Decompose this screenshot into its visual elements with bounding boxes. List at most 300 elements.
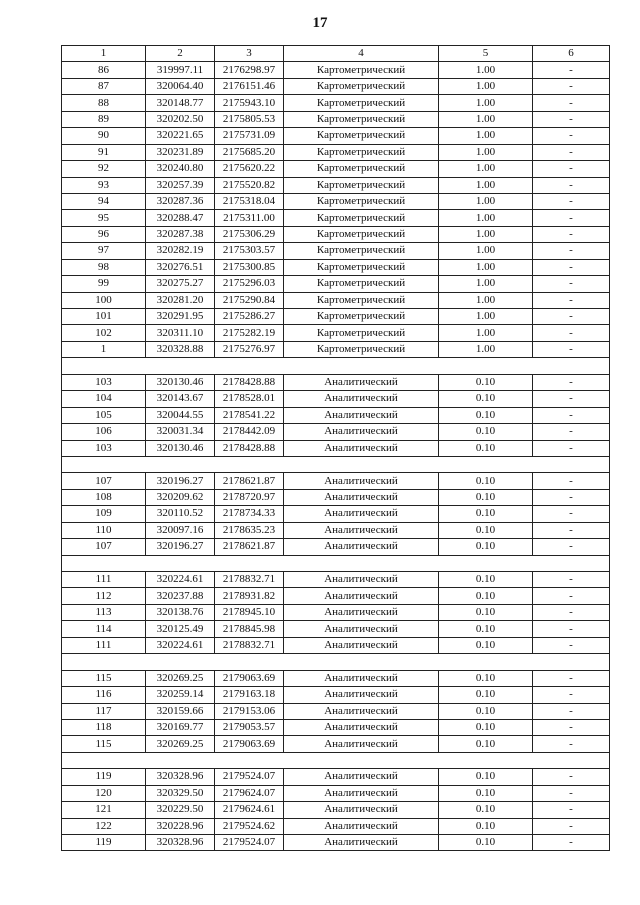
table-body <box>62 62 610 851</box>
coordinates-table <box>61 45 610 851</box>
table-cell: - <box>533 621 610 637</box>
table-cell: 0.10 <box>439 473 533 489</box>
table-cell <box>62 358 146 374</box>
table-cell: Картометрический <box>284 111 439 127</box>
table-cell: 2179524.07 <box>215 835 284 851</box>
table-cell: - <box>533 506 610 522</box>
table-cell: 320044.55 <box>146 407 215 423</box>
table-cell: 320130.46 <box>146 374 215 390</box>
header-cell: 5 <box>439 46 533 62</box>
table-cell: 99 <box>62 276 146 292</box>
table-cell: 0.10 <box>439 835 533 851</box>
table-row <box>62 259 610 275</box>
table-row <box>62 424 610 440</box>
table-cell: 1.00 <box>439 144 533 160</box>
table-cell: Аналитический <box>284 391 439 407</box>
table-cell: 2178541.22 <box>215 407 284 423</box>
table-cell: - <box>533 391 610 407</box>
table-cell <box>62 752 146 768</box>
table-cell: Картометрический <box>284 210 439 226</box>
table-row <box>62 604 610 620</box>
table-cell: - <box>533 522 610 538</box>
table-cell: Аналитический <box>284 424 439 440</box>
table-cell: Картометрический <box>284 193 439 209</box>
table-cell: 320148.77 <box>146 95 215 111</box>
table-cell: 121 <box>62 802 146 818</box>
table-cell: 119 <box>62 769 146 785</box>
table-cell: 0.10 <box>439 522 533 538</box>
table-cell: - <box>533 226 610 242</box>
table-cell <box>215 654 284 670</box>
table-cell: 320064.40 <box>146 78 215 94</box>
table-row <box>62 226 610 242</box>
table-cell: 320257.39 <box>146 177 215 193</box>
table-cell: Аналитический <box>284 703 439 719</box>
table-cell <box>284 358 439 374</box>
table-cell: Аналитический <box>284 785 439 801</box>
table-row <box>62 193 610 209</box>
table-cell: 112 <box>62 588 146 604</box>
table-cell: Аналитический <box>284 489 439 505</box>
table-cell: 2178734.33 <box>215 506 284 522</box>
table-cell: - <box>533 407 610 423</box>
table-cell: 103 <box>62 440 146 456</box>
table-cell: 120 <box>62 785 146 801</box>
table-cell: 2175805.53 <box>215 111 284 127</box>
table-cell: 1.00 <box>439 193 533 209</box>
table-cell: 92 <box>62 161 146 177</box>
table-cell: 90 <box>62 128 146 144</box>
table-cell: - <box>533 424 610 440</box>
table-cell: 320196.27 <box>146 539 215 555</box>
table-cell: 2179063.69 <box>215 670 284 686</box>
table-cell <box>146 654 215 670</box>
table-row <box>62 835 610 851</box>
table-cell: 0.10 <box>439 621 533 637</box>
table-cell: - <box>533 670 610 686</box>
table-cell: 115 <box>62 736 146 752</box>
table-row <box>62 128 610 144</box>
table-cell: 2178945.10 <box>215 604 284 620</box>
table-cell: 320209.62 <box>146 489 215 505</box>
table-cell: 2178635.23 <box>215 522 284 538</box>
table-cell: 2175286.27 <box>215 309 284 325</box>
table-cell: 1.00 <box>439 161 533 177</box>
table-cell: 320231.89 <box>146 144 215 160</box>
table-cell: 0.10 <box>439 785 533 801</box>
table-cell: 105 <box>62 407 146 423</box>
table-cell: 320130.46 <box>146 440 215 456</box>
table-cell: - <box>533 341 610 357</box>
table-row <box>62 341 610 357</box>
table-cell <box>439 752 533 768</box>
table-cell: 1.00 <box>439 95 533 111</box>
table-row <box>62 391 610 407</box>
table-cell: 320031.34 <box>146 424 215 440</box>
table-cell: 0.10 <box>439 391 533 407</box>
table-cell <box>533 555 610 571</box>
table-cell: 320311.10 <box>146 325 215 341</box>
table-cell <box>533 358 610 374</box>
table-cell: 87 <box>62 78 146 94</box>
table-cell <box>439 654 533 670</box>
table-cell: - <box>533 243 610 259</box>
table-row <box>62 719 610 735</box>
table-cell: 2179063.69 <box>215 736 284 752</box>
table-cell: 320328.88 <box>146 341 215 357</box>
table-cell: 119 <box>62 835 146 851</box>
table-cell: 2179163.18 <box>215 687 284 703</box>
table-cell: 2176298.97 <box>215 62 284 78</box>
table-cell: 2175685.20 <box>215 144 284 160</box>
table-cell <box>439 456 533 472</box>
table-cell: 0.10 <box>439 539 533 555</box>
table-cell: - <box>533 193 610 209</box>
table-cell: 320288.47 <box>146 210 215 226</box>
table-cell: 106 <box>62 424 146 440</box>
table-row <box>62 161 610 177</box>
table-cell <box>533 456 610 472</box>
table-cell: - <box>533 325 610 341</box>
table-cell: - <box>533 736 610 752</box>
table-cell: 1.00 <box>439 128 533 144</box>
table-cell: - <box>533 785 610 801</box>
table-cell: 108 <box>62 489 146 505</box>
table-cell: 2178931.82 <box>215 588 284 604</box>
table-row <box>62 78 610 94</box>
table-cell: 116 <box>62 687 146 703</box>
table-cell: 319997.11 <box>146 62 215 78</box>
table-cell: 320237.88 <box>146 588 215 604</box>
table-cell: - <box>533 440 610 456</box>
table-cell: 2175276.97 <box>215 341 284 357</box>
table-cell: 320240.80 <box>146 161 215 177</box>
table-row <box>62 802 610 818</box>
table-cell: - <box>533 835 610 851</box>
table-cell: 96 <box>62 226 146 242</box>
table-cell: 2175943.10 <box>215 95 284 111</box>
table-cell: Аналитический <box>284 604 439 620</box>
table-cell: 2175731.09 <box>215 128 284 144</box>
table-cell: 320202.50 <box>146 111 215 127</box>
table-cell: 122 <box>62 818 146 834</box>
table-cell: 115 <box>62 670 146 686</box>
table-row <box>62 95 610 111</box>
table-cell <box>284 456 439 472</box>
table-cell: Картометрический <box>284 309 439 325</box>
table-cell: 94 <box>62 193 146 209</box>
table-cell <box>215 456 284 472</box>
table-cell: 111 <box>62 637 146 653</box>
table-cell: 1.00 <box>439 259 533 275</box>
table-cell: 1.00 <box>439 177 533 193</box>
table-row <box>62 539 610 555</box>
table-cell: 95 <box>62 210 146 226</box>
table-cell: - <box>533 818 610 834</box>
table-cell: Картометрический <box>284 259 439 275</box>
table-cell: - <box>533 703 610 719</box>
table-row <box>62 210 610 226</box>
table-cell: 0.10 <box>439 374 533 390</box>
table-cell: 1.00 <box>439 276 533 292</box>
table-row <box>62 506 610 522</box>
table-row <box>62 522 610 538</box>
separator-row <box>62 654 610 670</box>
table-cell: 0.10 <box>439 703 533 719</box>
table-cell: 2175303.57 <box>215 243 284 259</box>
table-cell: 88 <box>62 95 146 111</box>
table-cell: 1.00 <box>439 62 533 78</box>
header-cell: 2 <box>146 46 215 62</box>
table-cell: 320269.25 <box>146 670 215 686</box>
table-cell: Аналитический <box>284 835 439 851</box>
table-cell: - <box>533 177 610 193</box>
table-cell: Аналитический <box>284 670 439 686</box>
header-cell: 6 <box>533 46 610 62</box>
table-row <box>62 785 610 801</box>
separator-row <box>62 358 610 374</box>
table-cell: 320328.96 <box>146 769 215 785</box>
table-cell <box>439 555 533 571</box>
table-row <box>62 670 610 686</box>
table-cell: - <box>533 687 610 703</box>
table-cell: 111 <box>62 572 146 588</box>
table-cell: - <box>533 276 610 292</box>
table-cell: 1.00 <box>439 309 533 325</box>
table-cell: 1.00 <box>439 111 533 127</box>
table-cell: Аналитический <box>284 506 439 522</box>
table-cell: Аналитический <box>284 572 439 588</box>
table-row <box>62 572 610 588</box>
table-cell: 320287.36 <box>146 193 215 209</box>
table-cell: Аналитический <box>284 522 439 538</box>
table-cell: 2179053.57 <box>215 719 284 735</box>
table-cell: 320169.77 <box>146 719 215 735</box>
table-cell <box>146 456 215 472</box>
table-cell: 1 <box>62 341 146 357</box>
table-cell: 2179153.06 <box>215 703 284 719</box>
table-cell: 1.00 <box>439 341 533 357</box>
table-cell: Аналитический <box>284 769 439 785</box>
table-cell: Аналитический <box>284 588 439 604</box>
table-cell: Аналитический <box>284 407 439 423</box>
table-cell: 1.00 <box>439 210 533 226</box>
table-cell: - <box>533 95 610 111</box>
table-cell: 320282.19 <box>146 243 215 259</box>
table-cell <box>533 752 610 768</box>
table-cell: 0.10 <box>439 572 533 588</box>
table-cell: 102 <box>62 325 146 341</box>
table-cell: Аналитический <box>284 637 439 653</box>
table-cell: - <box>533 473 610 489</box>
table-cell <box>146 555 215 571</box>
table-cell: Аналитический <box>284 802 439 818</box>
table-cell: - <box>533 309 610 325</box>
separator-row <box>62 555 610 571</box>
table-cell: 320291.95 <box>146 309 215 325</box>
table-cell: 2175520.82 <box>215 177 284 193</box>
table-cell: 98 <box>62 259 146 275</box>
table-cell: - <box>533 769 610 785</box>
table-cell: 2175306.29 <box>215 226 284 242</box>
table-cell: 1.00 <box>439 243 533 259</box>
table-row <box>62 407 610 423</box>
table-cell: - <box>533 802 610 818</box>
table-cell: 2175300.85 <box>215 259 284 275</box>
table-cell: Картометрический <box>284 128 439 144</box>
table-cell: 2178720.97 <box>215 489 284 505</box>
table-cell: 118 <box>62 719 146 735</box>
table-row <box>62 736 610 752</box>
table-cell: 2175318.04 <box>215 193 284 209</box>
table-cell: - <box>533 144 610 160</box>
table-cell: 2178832.71 <box>215 572 284 588</box>
table-cell: Картометрический <box>284 78 439 94</box>
table-cell: 91 <box>62 144 146 160</box>
page-number: 17 <box>312 15 328 31</box>
header-cell: 3 <box>215 46 284 62</box>
table-cell: 320287.38 <box>146 226 215 242</box>
table-cell: Картометрический <box>284 161 439 177</box>
table-cell: 101 <box>62 309 146 325</box>
table-cell: 320275.27 <box>146 276 215 292</box>
table-cell: 0.10 <box>439 424 533 440</box>
table-cell: 104 <box>62 391 146 407</box>
table-cell: 1.00 <box>439 226 533 242</box>
table-cell: 0.10 <box>439 769 533 785</box>
table-row <box>62 62 610 78</box>
table-cell: 0.10 <box>439 670 533 686</box>
table-cell: Картометрический <box>284 243 439 259</box>
table-cell: 320229.50 <box>146 802 215 818</box>
table-cell: 320224.61 <box>146 572 215 588</box>
table-row <box>62 177 610 193</box>
table-cell: 117 <box>62 703 146 719</box>
table-row <box>62 374 610 390</box>
table-cell: - <box>533 62 610 78</box>
table-row <box>62 621 610 637</box>
table-cell <box>62 654 146 670</box>
table-cell: 2179624.61 <box>215 802 284 818</box>
table-cell: 0.10 <box>439 407 533 423</box>
separator-row <box>62 752 610 768</box>
table-cell: Аналитический <box>284 440 439 456</box>
table-cell: 0.10 <box>439 506 533 522</box>
table-cell: 320110.52 <box>146 506 215 522</box>
table-cell: - <box>533 259 610 275</box>
table-cell: 320276.51 <box>146 259 215 275</box>
table-cell: 320196.27 <box>146 473 215 489</box>
table-row <box>62 637 610 653</box>
table-cell: - <box>533 161 610 177</box>
table-cell: - <box>533 588 610 604</box>
table-cell <box>215 358 284 374</box>
table-row <box>62 818 610 834</box>
table-cell: 1.00 <box>439 325 533 341</box>
table-cell: 2179524.07 <box>215 769 284 785</box>
table-cell: 320221.65 <box>146 128 215 144</box>
table-cell: 320138.76 <box>146 604 215 620</box>
table-cell: 2178845.98 <box>215 621 284 637</box>
table-cell: 320228.96 <box>146 818 215 834</box>
table-cell: 320143.67 <box>146 391 215 407</box>
table-cell: 2178832.71 <box>215 637 284 653</box>
table-cell: Картометрический <box>284 95 439 111</box>
table-cell: 0.10 <box>439 440 533 456</box>
table-cell <box>146 358 215 374</box>
header-cell: 1 <box>62 46 146 62</box>
table-row <box>62 276 610 292</box>
table-cell: Картометрический <box>284 341 439 357</box>
table-cell: - <box>533 604 610 620</box>
table-cell: 2178621.87 <box>215 539 284 555</box>
table-cell: - <box>533 210 610 226</box>
table-cell <box>215 752 284 768</box>
table-cell: Аналитический <box>284 473 439 489</box>
table-cell: Аналитический <box>284 736 439 752</box>
table-cell: - <box>533 719 610 735</box>
table-cell: 97 <box>62 243 146 259</box>
table-cell: 320328.96 <box>146 835 215 851</box>
table-cell: 320097.16 <box>146 522 215 538</box>
table-row <box>62 243 610 259</box>
table-cell <box>146 752 215 768</box>
table-cell: 320281.20 <box>146 292 215 308</box>
table-cell: Аналитический <box>284 621 439 637</box>
table-row <box>62 473 610 489</box>
table-cell: 0.10 <box>439 604 533 620</box>
table-row <box>62 769 610 785</box>
table-header-row <box>62 46 610 62</box>
table-cell <box>284 555 439 571</box>
table-cell: Картометрический <box>284 292 439 308</box>
table-cell: - <box>533 572 610 588</box>
table-cell: 2175311.00 <box>215 210 284 226</box>
table-cell: 109 <box>62 506 146 522</box>
table-cell: 2175296.03 <box>215 276 284 292</box>
table-cell: 110 <box>62 522 146 538</box>
table-cell: 1.00 <box>439 292 533 308</box>
table-cell: 100 <box>62 292 146 308</box>
table-row <box>62 309 610 325</box>
table-cell: Аналитический <box>284 539 439 555</box>
table-cell: 93 <box>62 177 146 193</box>
table-cell: 89 <box>62 111 146 127</box>
table-cell: - <box>533 374 610 390</box>
table-cell: 2178428.88 <box>215 440 284 456</box>
table-row <box>62 703 610 719</box>
table-cell: 2175282.19 <box>215 325 284 341</box>
table-cell <box>62 555 146 571</box>
table-cell: 103 <box>62 374 146 390</box>
table-cell: Картометрический <box>284 144 439 160</box>
table-cell <box>533 654 610 670</box>
table-cell: 2178528.01 <box>215 391 284 407</box>
table-row <box>62 489 610 505</box>
table-cell: - <box>533 111 610 127</box>
table-cell: 320125.49 <box>146 621 215 637</box>
table-cell <box>439 358 533 374</box>
table-cell: 320224.61 <box>146 637 215 653</box>
table-row <box>62 144 610 160</box>
table-row <box>62 292 610 308</box>
table-cell: Картометрический <box>284 276 439 292</box>
table-cell <box>215 555 284 571</box>
table-cell: Аналитический <box>284 374 439 390</box>
table-cell: 320259.14 <box>146 687 215 703</box>
table-cell: 2178428.88 <box>215 374 284 390</box>
table-cell: 320329.50 <box>146 785 215 801</box>
